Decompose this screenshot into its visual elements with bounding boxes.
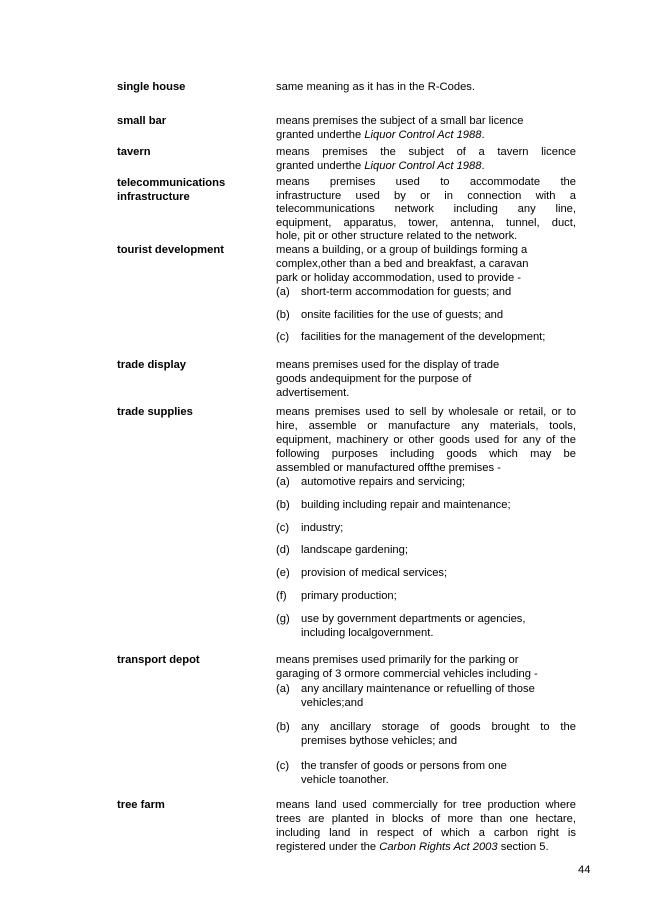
term-tourist-development: tourist development bbox=[117, 244, 224, 256]
list-item-label: (g) bbox=[276, 613, 290, 625]
act-name: Carbon Rights Act 2003 bbox=[379, 841, 498, 853]
text-line: the transfer of goods or persons from one bbox=[301, 760, 507, 772]
definition-line: complex,other than a bed and breakfast, a caravan bbox=[276, 258, 529, 270]
list-item-text bbox=[301, 759, 576, 787]
term-transport-depot: transport depot bbox=[117, 654, 200, 666]
definition-tourist-development bbox=[276, 243, 576, 285]
term-line: telecommunications bbox=[117, 177, 226, 189]
list-item-text: landscape gardening; bbox=[301, 544, 408, 556]
definition-line: means premises the subject of a tavern licence bbox=[276, 146, 576, 158]
definition-line: means a building, or a group of buildings forming a bbox=[276, 244, 528, 256]
text-span: section 5. bbox=[497, 841, 549, 853]
definition-line: park or holiday accommodation, used to provide - bbox=[276, 272, 522, 284]
list-item-label: (f) bbox=[276, 590, 287, 602]
list-item-text: primary production; bbox=[301, 590, 397, 602]
act-name: Liquor Control Act 1988 bbox=[364, 160, 482, 172]
text-line: including localgovernment. bbox=[301, 627, 434, 639]
definition-line: means premises the subject of a small bar licence bbox=[276, 115, 524, 127]
list-item-text: short-term accommodation for guests; and bbox=[301, 286, 512, 298]
definition-line: equipment, machinery or other goods used for any of the bbox=[276, 434, 576, 446]
list-item-label: (c) bbox=[276, 331, 290, 343]
text-span: granted underthe bbox=[276, 129, 365, 141]
definition-line: trees are planted in blocks of more than one hectare, bbox=[276, 813, 576, 825]
list-item-label: (d) bbox=[276, 544, 290, 556]
term-small-bar: small bar bbox=[117, 115, 167, 127]
definition-line: advertisement. bbox=[276, 387, 350, 399]
text-span: . bbox=[481, 129, 485, 141]
list-item-label: (b) bbox=[276, 721, 290, 733]
list-item-text: facilities for the management of the development; bbox=[301, 331, 546, 343]
definition-line: hire, assemble or manufacture any materials, tools, bbox=[276, 420, 576, 432]
definition-line: assembled or manufactured offthe premises - bbox=[276, 462, 501, 474]
list-item-label: (c) bbox=[276, 760, 290, 772]
term-line: infrastructure bbox=[117, 191, 190, 203]
list-item-text bbox=[301, 612, 576, 640]
definition-line: same meaning as it has in the R-Codes. bbox=[276, 81, 475, 93]
definition-line: means premises used primarily for the parking or bbox=[276, 654, 519, 666]
list-item-text bbox=[301, 720, 576, 748]
list-item-text: automotive repairs and servicing; bbox=[301, 476, 466, 488]
definition-trade-display bbox=[276, 358, 576, 400]
definition-line bbox=[276, 128, 576, 142]
term-trade-display: trade display bbox=[117, 359, 187, 371]
act-name: Liquor Control Act 1988 bbox=[364, 129, 482, 141]
list-item-label: (a) bbox=[276, 476, 290, 488]
definition-line: infrastructure used by or in connection with a bbox=[276, 189, 576, 202]
list-item-label: (e) bbox=[276, 567, 290, 579]
definition-line: means land used commercially for tree production where bbox=[276, 799, 576, 811]
definition-line bbox=[276, 159, 576, 173]
list-item-text: provision of medical services; bbox=[301, 567, 448, 579]
list-item-text: industry; bbox=[301, 522, 344, 534]
definition-tavern bbox=[276, 145, 576, 173]
text-span: registered under the bbox=[276, 841, 380, 853]
list-item-text: onsite facilities for the use of guests; and bbox=[301, 309, 504, 321]
term-telecommunications-infrastructure bbox=[117, 176, 267, 204]
definition-telecommunications-infrastructure bbox=[276, 176, 576, 244]
definition-line: means premises used to sell by wholesale or retail, or to bbox=[276, 406, 576, 418]
list-item-label: (a) bbox=[276, 286, 290, 298]
list-item-label: (c) bbox=[276, 522, 290, 534]
definition-line: telecommunications network including any line, bbox=[276, 203, 576, 215]
text-span: . bbox=[481, 160, 485, 172]
text-line: vehicles;and bbox=[301, 697, 364, 709]
definition-line bbox=[276, 840, 576, 854]
definition-trade-supplies bbox=[276, 405, 576, 475]
definition-line: means premises used to accommodate the bbox=[276, 176, 576, 188]
text-line: any ancillary maintenance or refuelling of those bbox=[301, 683, 535, 695]
term-trade-supplies: trade supplies bbox=[117, 406, 193, 418]
definition-transport-depot bbox=[276, 653, 576, 681]
definition-line: including land in respect of which a carbon right is bbox=[276, 827, 576, 839]
term-tree-farm: tree farm bbox=[117, 799, 165, 811]
definition-tree-farm bbox=[276, 798, 576, 854]
list-item-label: (a) bbox=[276, 683, 290, 695]
text-line: premises bythose vehicles; and bbox=[301, 735, 458, 747]
definition-single-house bbox=[276, 80, 576, 94]
list-item-label: (b) bbox=[276, 309, 290, 321]
term-tavern: tavern bbox=[117, 146, 151, 158]
list-item-text: building including repair and maintenance; bbox=[301, 499, 511, 511]
page-number: 44 bbox=[578, 864, 591, 876]
definition-line: equipment, apparatus, tower, antenna, tunnel, duct, bbox=[276, 216, 576, 229]
list-item-text bbox=[301, 682, 576, 710]
definition-line: means premises used for the display of trade bbox=[276, 359, 500, 371]
definition-line: following purposes including goods which may be bbox=[276, 448, 576, 460]
text-line: use by government departments or agencies, bbox=[301, 613, 526, 625]
list-item-label: (b) bbox=[276, 499, 290, 511]
text-span: granted underthe bbox=[276, 160, 365, 172]
definition-line: garaging of 3 ormore commercial vehicles including - bbox=[276, 668, 538, 680]
definition-line: goods andequipment for the purpose of bbox=[276, 373, 472, 385]
text-line: vehicle toanother. bbox=[301, 774, 389, 786]
term-single-house: single house bbox=[117, 81, 186, 93]
definition-line: hole, pit or other structure related to the network. bbox=[276, 230, 518, 242]
text-line: any ancillary storage of goods brought to the bbox=[301, 721, 576, 733]
definition-small-bar bbox=[276, 114, 576, 142]
